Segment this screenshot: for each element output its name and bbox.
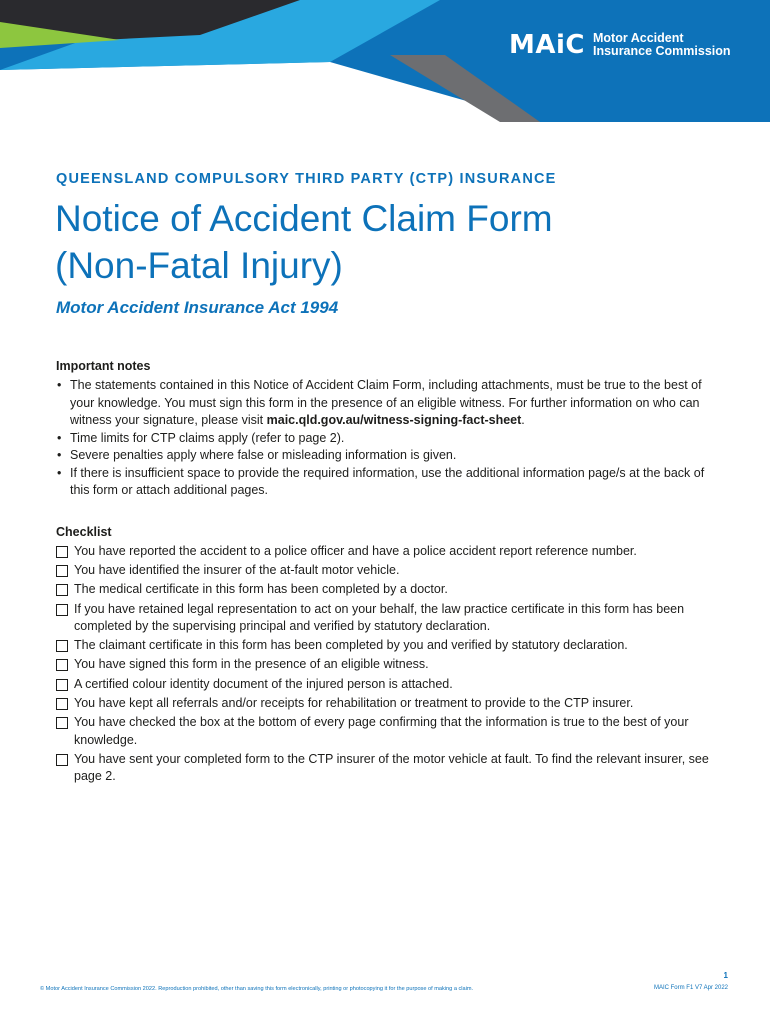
checklist-item-police-report [56, 543, 716, 561]
form-identifier: MAIC Form F1 V7 Apr 2022 [653, 985, 728, 991]
copyright-notice: © Motor Accident Insurance Commission 2022. Reproduction prohibited, other than saving this form electronically, printing or photocopying it for the purpose of making a claim. [40, 986, 474, 992]
list-item [56, 447, 716, 465]
checklist-section [56, 523, 716, 787]
checklist-text: You have reported the accident to a police officer and have a police accident report reference number. [74, 544, 637, 558]
checklist-text: You have sent your completed form to the CTP insurer of the motor vehicle at fault. To find the relevant insurer, see page 2. [74, 751, 709, 784]
checkbox[interactable] [56, 679, 68, 691]
note-text: Time limits for CTP claims apply (refer to page 2). [70, 430, 345, 445]
checkbox[interactable] [56, 659, 68, 671]
checklist-text: You have kept all referrals and/or receipts for rehabilitation or treatment to provide to the CTP insurer. [74, 695, 634, 710]
note-text: The statements contained in this Notice of Accident Claim Form, including attachments, must be true to the best of your knowledge. You must sign this form in the presence of an eligible witness. For further information on who can witness your signature, please visit [70, 378, 702, 427]
maic-logo [509, 30, 731, 60]
bullet-icon: • [57, 448, 62, 462]
logo-mark: MAiC [509, 30, 585, 60]
checkbox[interactable] [56, 698, 68, 710]
checklist-item-insurer [56, 562, 716, 580]
logo-name-line2: Insurance Commission [593, 44, 731, 58]
document-kicker: QUEENSLAND COMPULSORY THIRD PARTY (CTP) INSURANCE [56, 171, 557, 187]
checklist-item-identity-document [56, 676, 716, 694]
checkbox[interactable] [56, 565, 68, 577]
list-item [56, 377, 716, 430]
list-item [56, 465, 716, 500]
checkbox[interactable] [56, 546, 68, 558]
bullet-icon: • [57, 430, 62, 445]
checkbox[interactable] [56, 754, 68, 766]
checklist-item-sent-form [56, 751, 716, 786]
title-line-1: Notice of Accident Claim Form [55, 198, 553, 239]
checklist-item-medical-certificate [56, 581, 716, 599]
header-banner [0, 0, 770, 125]
note-text: Severe penalties apply where false or misleading information is given. [70, 448, 457, 462]
checklist-item-signed-witness [56, 656, 716, 674]
checkbox[interactable] [56, 604, 68, 616]
checkbox[interactable] [56, 584, 68, 596]
checklist-text: If you have retained legal representation to act on your behalf, the law practice certificate in this form has been completed by the supervising principal and verified by statutory declaration. [74, 601, 685, 634]
checklist-text: You have identified the insurer of the at-fault motor vehicle. [74, 563, 400, 578]
bullet-icon: • [57, 465, 62, 480]
checklist-item-legal-representation [56, 601, 716, 636]
notes-heading: Important notes [56, 359, 151, 373]
logo-name-line1: Motor Accident [593, 31, 684, 45]
notes-list [56, 377, 716, 500]
title-line-2: (Non-Fatal Injury) [55, 245, 343, 286]
checklist-item-page-boxes [56, 714, 716, 749]
page-number: 1 [723, 971, 728, 980]
checklist-text: You have checked the box at the bottom of every page confirming that the information is true to the best of your knowledge. [74, 715, 689, 747]
bullet-icon: • [57, 378, 62, 392]
important-notes-section [56, 357, 716, 500]
checkbox[interactable] [56, 717, 68, 729]
list-item [56, 430, 716, 448]
checkbox[interactable] [56, 640, 68, 652]
checklist-item-claimant-certificate [56, 637, 716, 655]
checklist-text: The claimant certificate in this form has been completed by you and verified by statutory declaration. [74, 638, 628, 653]
logo-name [593, 32, 731, 58]
witness-link[interactable]: maic.qld.gov.au/witness-signing-fact-sheet [266, 413, 522, 427]
note-text: If there is insufficient space to provide the required information, use the additional information page/s at the back of this form or attach additional pages. [70, 465, 705, 497]
checklist-text: You have signed this form in the presence of an eligible witness. [74, 657, 429, 672]
act-subtitle: Motor Accident Insurance Act 1994 [56, 298, 339, 317]
checklist-text: The medical certificate in this form has been completed by a doctor. [74, 582, 448, 597]
note-text-end: . [521, 413, 525, 427]
checklist-item-receipts [56, 695, 716, 713]
checklist-text: A certified colour identity document of the injured person is attached. [74, 676, 453, 691]
checklist-heading: Checklist [56, 525, 112, 539]
page-title [55, 195, 553, 289]
